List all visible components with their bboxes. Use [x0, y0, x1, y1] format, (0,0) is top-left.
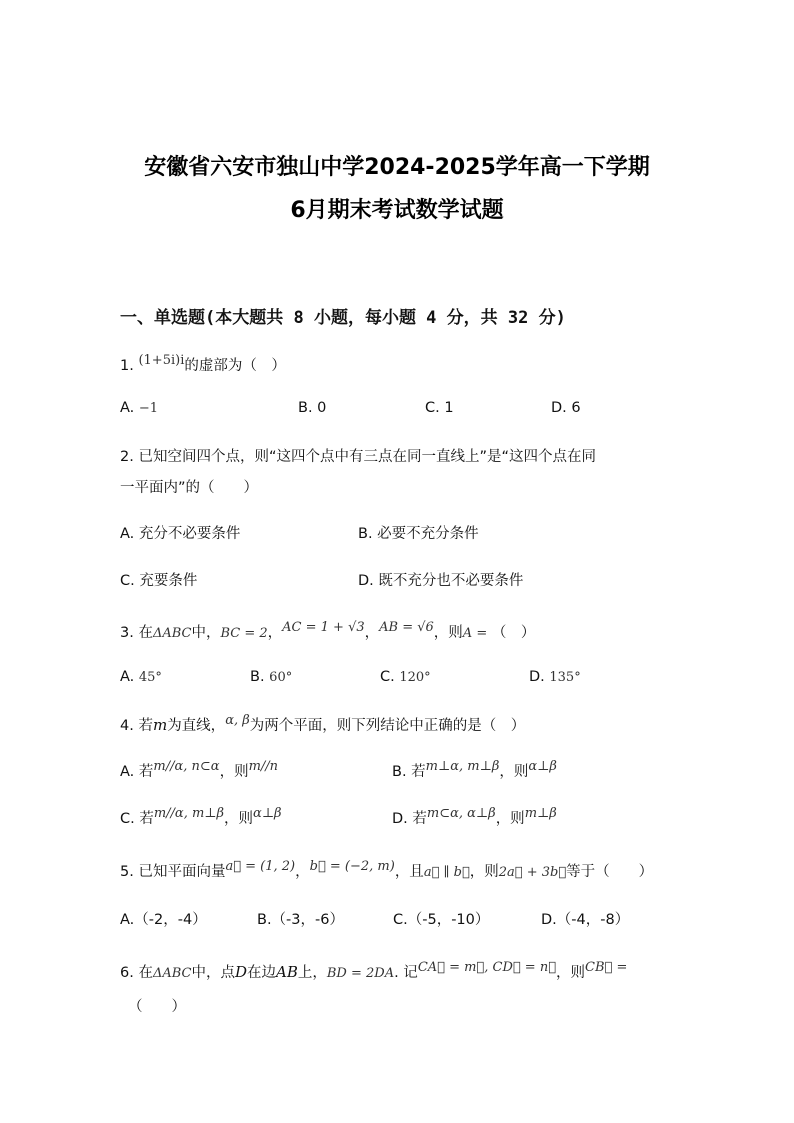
option-label: C.	[380, 669, 395, 685]
q4-option-c	[120, 807, 282, 828]
option-value: 60°	[269, 670, 293, 685]
question-text: ，则	[469, 864, 499, 880]
question-text: 等于（ ）	[566, 864, 654, 880]
separator: ，	[295, 864, 310, 880]
separator: ，	[364, 625, 380, 641]
answer-blank: （ ）	[491, 625, 536, 641]
q2-option-d: D. 既不充分也不必要条件	[358, 573, 524, 589]
question-3	[120, 621, 535, 642]
math-expression: α⊥β	[528, 759, 557, 774]
q4-option-d	[392, 807, 557, 828]
option-value: 45°	[138, 670, 162, 685]
option-label: D.	[529, 669, 545, 685]
math-variable: D	[234, 963, 248, 981]
option-text: ，则	[224, 811, 254, 827]
question-1	[120, 354, 286, 375]
math-expression: m⊥β	[524, 806, 557, 821]
question-text: 5. 已知平面向量	[120, 864, 226, 880]
q2-option-b: B. 必要不充分条件	[358, 526, 479, 542]
option-label: B. 若	[392, 764, 426, 780]
section-heading: 一、单选题(本大题共 8 小题，每小题 4 分，共 32 分)	[120, 308, 566, 328]
q1-option-d: D. 6	[551, 400, 581, 416]
math-expression: m//α, n⊂α	[153, 759, 220, 774]
question-text: 的虚部为（ ）	[184, 358, 286, 374]
math-expression: AB = √6	[379, 620, 434, 635]
question-text: ，则	[433, 625, 463, 641]
question-number: 1.	[120, 358, 134, 374]
math-variable: m	[152, 716, 168, 734]
option-label: D. 若	[392, 811, 427, 827]
q5-option-c: C.（-5，-10）	[393, 912, 490, 928]
question-number: 3. 在	[120, 625, 153, 641]
math-expression: BC = 2	[220, 626, 268, 641]
q1-option-a	[120, 400, 158, 416]
q5-option-d: D.（-4，-8）	[541, 912, 630, 928]
option-label: A. 若	[120, 764, 154, 780]
question-2-line-2: 一平面内”的（ ）	[120, 480, 259, 496]
math-expression: α⊥β	[253, 806, 282, 821]
option-label: A.	[120, 400, 135, 416]
math-expression: A =	[462, 626, 488, 641]
math-expression: CB⃗ =	[585, 960, 628, 975]
question-text: 中，点	[191, 965, 235, 981]
triangle-symbol: ΔABC	[152, 626, 192, 641]
option-text: ，则	[499, 764, 529, 780]
question-text: 在边	[247, 965, 277, 981]
math-expression: BD = 2DA	[326, 966, 395, 981]
question-5	[120, 860, 653, 881]
q3-option-a	[120, 669, 162, 685]
q5-option-b: B.（-3，-6）	[257, 912, 344, 928]
option-label: C. 若	[120, 811, 154, 827]
question-text: ，且	[394, 864, 424, 880]
q1-option-c: C. 1	[425, 400, 454, 416]
question-4	[120, 714, 525, 735]
question-text: 6. 在	[120, 965, 153, 981]
option-value: 135°	[549, 670, 581, 685]
q3-option-c	[380, 669, 431, 685]
math-expression: m//α, m⊥β	[153, 806, 225, 821]
option-text: ，则	[219, 764, 249, 780]
question-text: 为两个平面，则下列结论中正确的是（ ）	[249, 718, 526, 734]
question-text: . 记	[394, 965, 418, 981]
q2-option-a: A. 充分不必要条件	[120, 526, 241, 542]
option-value: −1	[138, 401, 159, 416]
math-expression: (1+5i)i	[138, 353, 185, 368]
math-expression: b⃗ = (−2, m)	[309, 859, 395, 874]
math-expression: CA⃗ = m⃗, CD⃗ = n⃗	[417, 960, 557, 975]
triangle-symbol: ΔABC	[152, 966, 192, 981]
question-text: 上，	[297, 965, 327, 981]
q5-option-a: A.（-2，-4）	[120, 912, 207, 928]
option-text: ，则	[495, 811, 525, 827]
math-expression: a⃗ = (1, 2)	[225, 859, 296, 874]
question-text: 为直线，	[167, 718, 226, 734]
question-text: 4. 若	[120, 718, 153, 734]
q1-option-b: B. 0	[298, 400, 327, 416]
separator: ，	[267, 625, 283, 641]
math-expression: m⊥α, m⊥β	[425, 759, 500, 774]
math-expression: m⊂α, α⊥β	[426, 806, 496, 821]
question-6-answer-blank: （ ）	[128, 999, 186, 1015]
q4-option-b	[392, 760, 557, 781]
option-label: A.	[120, 669, 135, 685]
math-expression: 2a⃗ + 3b⃗	[498, 865, 567, 880]
math-expression: α, β	[225, 713, 250, 728]
q4-option-a	[120, 760, 278, 781]
question-text: 中，	[191, 625, 221, 641]
math-expression: m//n	[248, 759, 279, 774]
q3-option-d	[529, 669, 581, 685]
q2-option-c: C. 充要条件	[120, 573, 198, 589]
math-variable: AB	[276, 963, 298, 981]
question-text: ，则	[556, 965, 586, 981]
math-expression: a⃗ ∥ b⃗	[423, 865, 470, 880]
document-title-line-1: 安徽省六安市独山中学2024-2025学年高一下学期	[144, 155, 650, 180]
option-label: B.	[250, 669, 265, 685]
math-expression: AC = 1 + √3	[282, 620, 365, 635]
question-6	[120, 961, 627, 982]
document-title-line-2: 6月期末考试数学试题	[290, 198, 504, 223]
option-value: 120°	[399, 670, 431, 685]
q3-option-b	[250, 669, 292, 685]
question-2-line-1: 2. 已知空间四个点，则“这四个点中有三点在同一直线上”是“这四个点在同	[120, 449, 596, 465]
